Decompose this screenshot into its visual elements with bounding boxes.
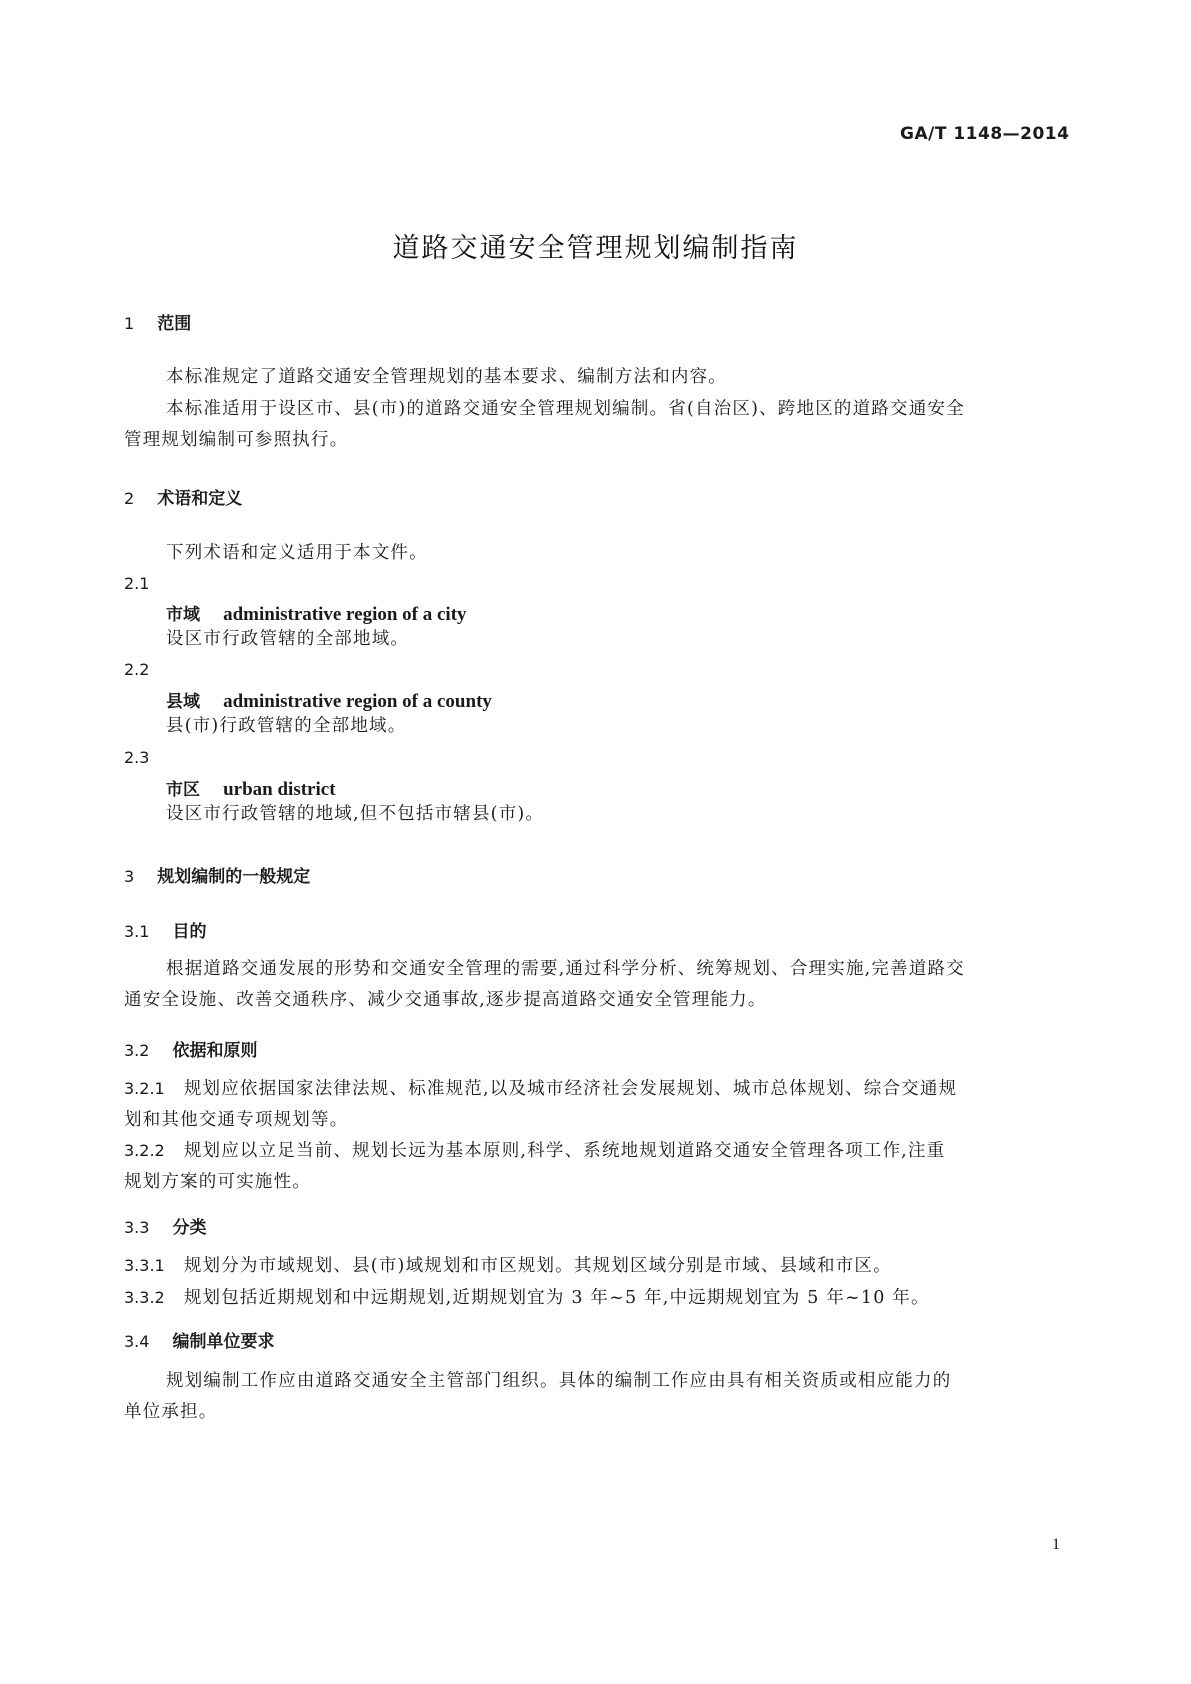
subsection-title: 编制单位要求 [172,1332,275,1352]
section-2-heading [124,484,242,509]
term-definition: 设区市行政管辖的全部地域。 [166,629,410,649]
paragraph-line: 单位承担。 [124,1402,218,1422]
paragraph: 下列术语和定义适用于本文件。 [166,543,428,563]
paragraph-line: 本标准适用于设区市、县(市)的道路交通安全管理规划编制。省(自治区)、跨地区的道路交通安全 [166,399,965,419]
section-title: 术语和定义 [157,489,243,509]
term-english: administrative region of a city [223,604,467,625]
clause-text: 规划应依据国家法律法规、标准规范,以及城市经济社会发展规划、城市总体规划、综合交通规 [183,1079,958,1099]
subsection-number: 3.1 [124,922,150,941]
paragraph-line: 规划编制工作应由道路交通安全主管部门组织。具体的编制工作应由具有相关资质或相应能力的 [166,1371,952,1391]
term-english: urban district [223,779,336,800]
term-chinese: 县域 [166,692,200,712]
subsection-number: 3.3 [124,1218,150,1237]
section-number: 3 [124,867,135,886]
section-1-heading [124,309,191,334]
subsection-number: 3.2 [124,1041,150,1060]
subsection-heading [124,1213,207,1238]
section-3-heading [124,862,310,887]
section-title: 范围 [157,314,192,334]
clause-text: 规划分为市域规划、县(市)域规划和市区规划。其规划区域分别是市域、县域和市区。 [183,1256,892,1276]
term-number: 2.1 [124,574,150,593]
term-number: 2.3 [124,748,150,767]
clause-line [124,1134,945,1169]
term-number: 2.2 [124,660,150,679]
term-definition: 县(市)行政管辖的全部地域。 [166,716,407,736]
subsection-heading [124,1327,275,1352]
clause-text: 规划包括近期规划和中远期规划,近期规划宜为 3 年~5 年,中远期规划宜为 5 年~10 年。 [183,1288,930,1308]
clause-number: 3.2.2 [124,1141,165,1160]
term-chinese: 市区 [166,780,200,800]
paragraph-line: 根据道路交通发展的形势和交通安全管理的需要,通过科学分析、统筹规划、合理实施,完善道路交 [166,959,965,979]
document-title: 道路交通安全管理规划编制指南 [392,233,799,264]
clause-line [124,1249,892,1284]
clause-number: 3.2.1 [124,1079,165,1098]
clause-text: 规划应以立足当前、规划长远为基本原则,科学、系统地规划道路交通安全管理各项工作,注重 [183,1141,946,1161]
clause-continuation: 划和其他交通专项规划等。 [124,1110,349,1130]
paragraph-line: 通安全设施、改善交通秩序、减少交通事故,逐步提高道路交通安全管理能力。 [124,990,767,1010]
clause-line [124,1281,930,1316]
paragraph-line: 管理规划编制可参照执行。 [124,430,349,450]
clause-number: 3.3.2 [124,1288,165,1307]
section-number: 2 [124,489,135,508]
section-title: 规划编制的一般规定 [157,867,311,887]
clause-number: 3.3.1 [124,1256,165,1275]
term-chinese: 市域 [166,605,200,625]
subsection-title: 目的 [172,922,207,942]
subsection-heading [124,1036,258,1061]
subsection-title: 依据和原则 [172,1041,258,1061]
subsection-title: 分类 [172,1218,207,1238]
term-english: administrative region of a county [223,691,492,712]
term-definition: 设区市行政管辖的地域,但不包括市辖县(市)。 [166,804,545,824]
paragraph: 本标准规定了道路交通安全管理规划的基本要求、编制方法和内容。 [166,367,727,387]
clause-continuation: 规划方案的可实施性。 [124,1172,311,1192]
clause-line [124,1072,957,1107]
subsection-number: 3.4 [124,1332,150,1351]
standard-code: GA/T 1148—2014 [900,124,1070,144]
page-number: 1 [1052,1536,1060,1553]
section-number: 1 [124,314,135,333]
subsection-heading [124,917,207,942]
